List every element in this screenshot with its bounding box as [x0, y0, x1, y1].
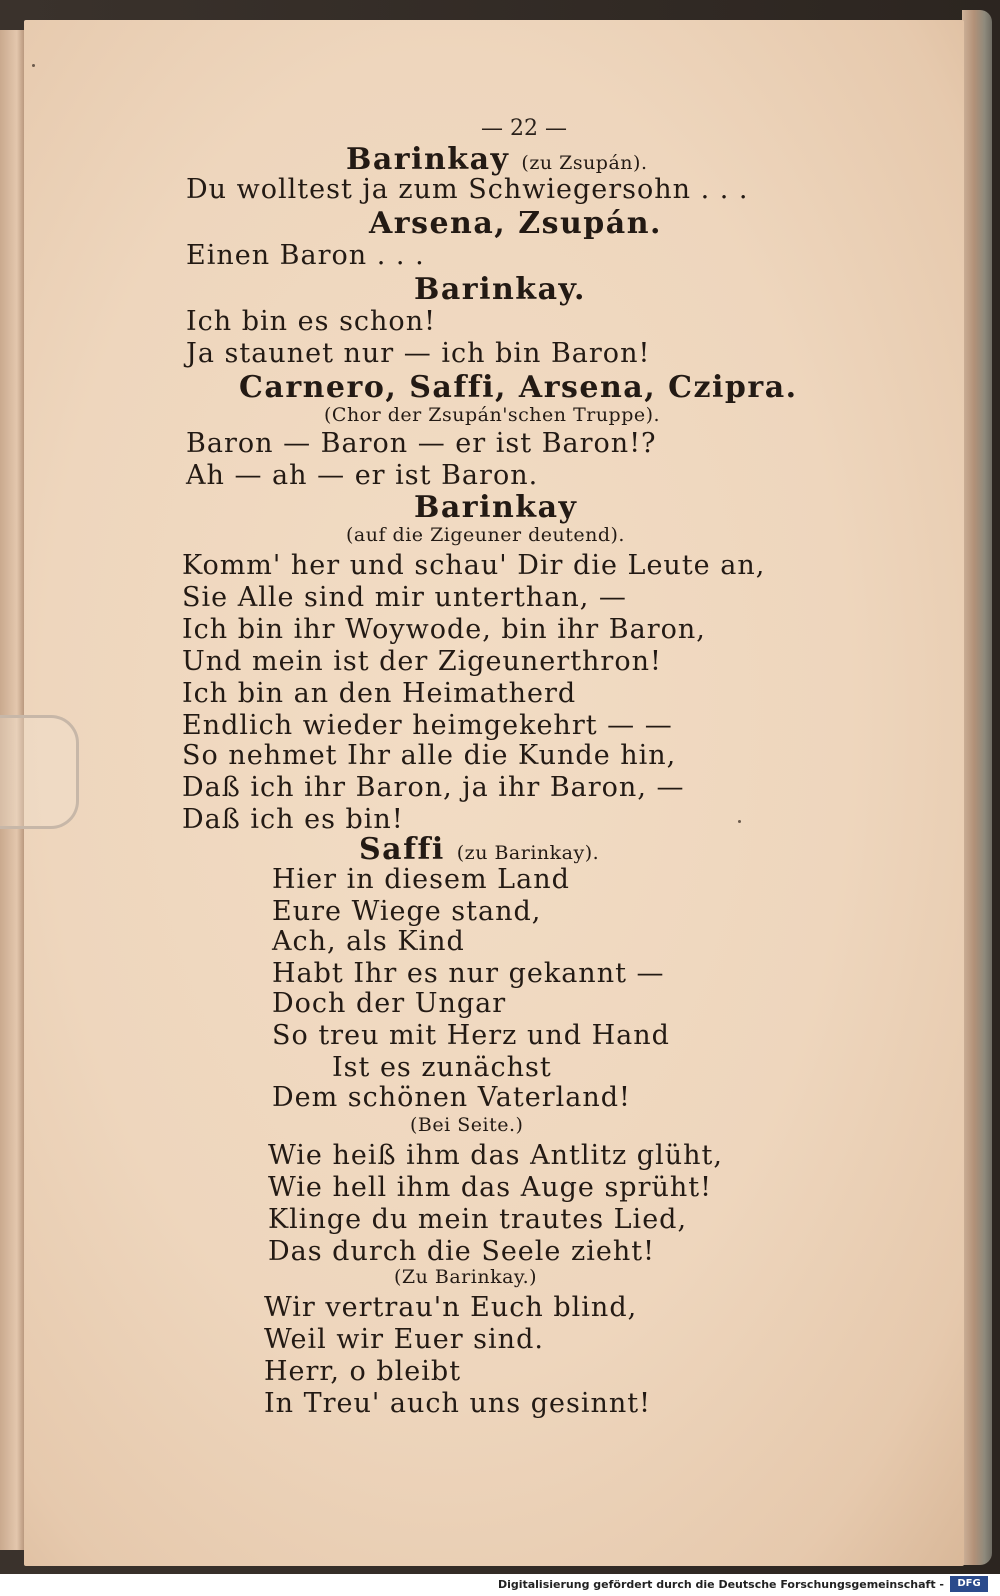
speaker-heading: Carnero, Saffi, Arsena, Czipra. [239, 370, 798, 405]
paper-speck [32, 64, 35, 67]
verse-line: So nehmet Ihr alle die Kunde hin, [182, 740, 677, 771]
book-spine-edge [962, 10, 992, 1565]
verse-line: Ach, als Kind [272, 926, 465, 957]
stage-direction: (zu Barinkay). [456, 842, 600, 864]
verse-line: So treu mit Herz und Hand [272, 1020, 670, 1051]
book-page [24, 20, 964, 1566]
verse-line: Ich bin ihr Woywode, bin ihr Baron, [182, 614, 706, 645]
verse-line: Ah — ah — er ist Baron. [186, 460, 539, 491]
verse-line: Du wolltest ja zum Schwiegersohn . . . [186, 174, 749, 205]
speaker-heading: Arsena, Zsupán. [369, 206, 662, 241]
verse-line: Weil wir Euer sind. [264, 1324, 544, 1355]
verse-line: Und mein ist der Zigeunerthron! [182, 646, 662, 677]
stage-direction: (zu Zsupán). [521, 152, 648, 174]
speaker-heading: Barinkay. [414, 272, 586, 307]
stage-direction: (Bei Seite.) [410, 1114, 524, 1136]
verse-line: Ja staunet nur — ich bin Baron! [186, 338, 651, 369]
verse-line: Wir vertrau'n Euch blind, [264, 1292, 638, 1323]
verse-line: Komm' her und schau' Dir die Leute an, [182, 550, 766, 581]
verse-line: Doch der Ungar [272, 988, 507, 1019]
footer-credit: Digitalisierung gefördert durch die Deutsche Forschungsgemeinschaft - [497, 1578, 944, 1591]
speaker-heading [359, 832, 599, 867]
dfg-logo: DFG [950, 1576, 988, 1592]
verse-line: Sie Alle sind mir unterthan, — [182, 582, 627, 613]
verse-line: Daß ich ihr Baron, ja ihr Baron, — [182, 772, 685, 803]
verse-line: Ist es zunächst [332, 1052, 552, 1083]
verse-line: Ich bin an den Heimatherd [182, 678, 577, 709]
verse-line: Klinge du mein trautes Lied, [268, 1204, 688, 1235]
verse-line: Herr, o bleibt [264, 1356, 462, 1387]
verse-line: Das durch die Seele zieht! [268, 1236, 655, 1267]
stage-direction: (Chor der Zsupán'schen Truppe). [324, 404, 661, 426]
paper-speck [738, 820, 741, 823]
verse-line: Daß ich es bin! [182, 804, 404, 835]
stage-direction: (auf die Zigeuner deutend). [346, 524, 625, 546]
page-number: — 22 — [481, 116, 567, 141]
verse-line: In Treu' auch uns gesinnt! [264, 1388, 651, 1419]
stage-direction: (Zu Barinkay.) [394, 1266, 538, 1288]
verse-line: Hier in diesem Land [272, 864, 570, 895]
speaker-heading [346, 142, 648, 177]
verse-line: Dem schönen Vaterland! [272, 1082, 631, 1113]
verse-line: Wie hell ihm das Auge sprüht! [268, 1172, 712, 1203]
page-tab-marker [0, 715, 79, 829]
verse-line: Einen Baron . . . [186, 240, 425, 271]
verse-line: Ich bin es schon! [186, 306, 436, 337]
speaker-name: Saffi [359, 832, 445, 867]
speaker-name: Barinkay [346, 142, 510, 177]
verse-line: Habt Ihr es nur gekannt — [272, 958, 665, 989]
verse-line: Eure Wiege stand, [272, 896, 542, 927]
verse-line: Wie heiß ihm das Antlitz glüht, [268, 1140, 723, 1171]
speaker-heading: Barinkay [414, 490, 578, 525]
verse-line: Baron — Baron — er ist Baron!? [186, 428, 657, 459]
verse-line: Endlich wieder heimgekehrt — — [182, 710, 673, 741]
